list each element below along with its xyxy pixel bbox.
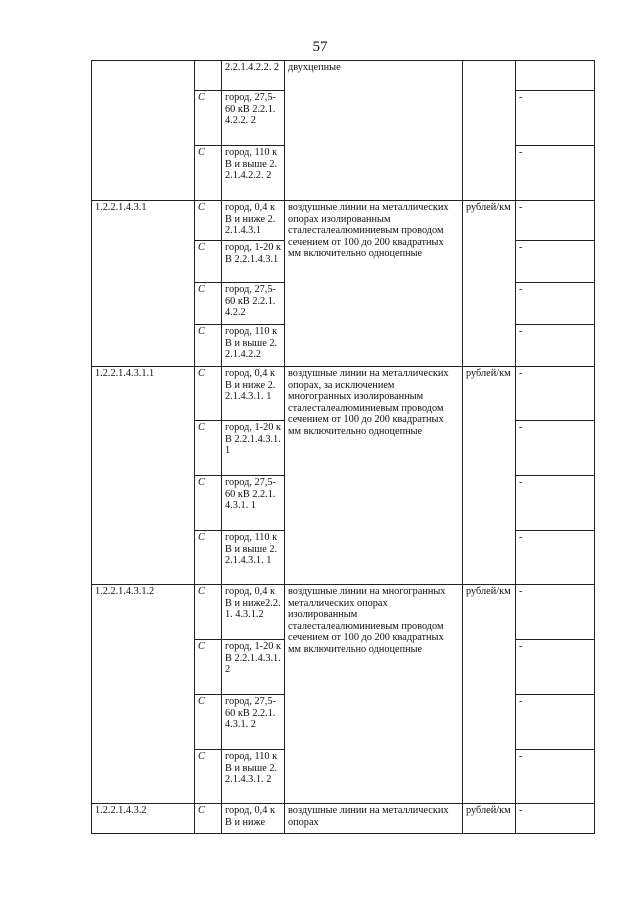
location-cell: город, 1-20 кВ 2.2.1.4.3.1. 1	[222, 421, 285, 476]
value-cell: -	[516, 804, 595, 834]
table-row	[92, 804, 595, 834]
settlement-type: С	[195, 325, 222, 367]
unit-cell: рублей/км	[463, 201, 516, 367]
row-code: 1.2.2.1.4.3.1.2	[92, 585, 195, 804]
value-cell: -	[516, 476, 595, 531]
settlement-type: С	[195, 421, 222, 476]
row-code	[92, 61, 195, 201]
settlement-type: С	[195, 476, 222, 531]
location-cell: город, 1-20 кВ 2.2.1.4.3.1. 2	[222, 640, 285, 695]
settlement-type: С	[195, 640, 222, 695]
settlement-type: С	[195, 750, 222, 804]
value-cell: -	[516, 241, 595, 283]
unit-cell	[463, 61, 516, 201]
value-cell: -	[516, 146, 595, 201]
value-cell: -	[516, 585, 595, 640]
location-cell: город, 110 кВ и выше 2.2.1.4.2.2	[222, 325, 285, 367]
location-cell: город, 0,4 кВ и ниже	[222, 804, 285, 834]
settlement-type	[195, 61, 222, 91]
table-row	[92, 201, 595, 241]
settlement-type: С	[195, 146, 222, 201]
location-cell: город, 110 кВ и выше 2.2.1.4.3.1. 2	[222, 750, 285, 804]
settlement-type: С	[195, 804, 222, 834]
row-code: 1.2.2.1.4.3.1.1	[92, 367, 195, 585]
value-cell: -	[516, 91, 595, 146]
settlement-type: С	[195, 201, 222, 241]
location-cell: город, 27,5-60 кВ 2.2.1.4.3.1. 2	[222, 695, 285, 750]
table-row	[92, 61, 595, 91]
row-code: 1.2.2.1.4.3.2	[92, 804, 195, 834]
line-description: воздушные линии на многогранных металлических опорах изолированным сталесталеалюминиевым проводом сечением от 100 до 200 квадратных мм включительно одноцепные	[285, 585, 463, 804]
location-cell: город, 27,5-60 кВ 2.2.1.4.2.2	[222, 283, 285, 325]
value-cell: -	[516, 421, 595, 476]
settlement-type: С	[195, 531, 222, 585]
settlement-type: С	[195, 91, 222, 146]
location-cell: город, 110 кВ и выше 2.2.1.4.3.1. 1	[222, 531, 285, 585]
location-cell: город, 0,4 кВ и ниже 2.2.1.4.3.1	[222, 201, 285, 241]
location-cell: город, 27,5-60 кВ 2.2.1.4.2.2. 2	[222, 91, 285, 146]
value-cell: -	[516, 695, 595, 750]
value-cell: -	[516, 325, 595, 367]
line-description: двухцепные	[285, 61, 463, 201]
value-cell: -	[516, 531, 595, 585]
location-cell: город, 0,4 кВ и ниже2.2.1. 4.3.1.2	[222, 585, 285, 640]
location-cell: город, 27,5-60 кВ 2.2.1.4.3.1. 1	[222, 476, 285, 531]
value-cell: -	[516, 367, 595, 421]
settlement-type: С	[195, 367, 222, 421]
unit-cell: рублей/км	[463, 804, 516, 834]
line-description: воздушные линии на металлических опорах	[285, 804, 463, 834]
tariff-table	[91, 60, 595, 834]
settlement-type: С	[195, 585, 222, 640]
line-description: воздушные линии на металлических опорах изолированным сталесталеалюминиевым проводом сечением от 100 до 200 квадратных мм включительно одноцепные	[285, 201, 463, 367]
value-cell: -	[516, 750, 595, 804]
value-cell: -	[516, 201, 595, 241]
settlement-type: С	[195, 695, 222, 750]
row-code: 1.2.2.1.4.3.1	[92, 201, 195, 367]
location-cell: город, 0,4 кВ и ниже 2.2.1.4.3.1. 1	[222, 367, 285, 421]
unit-cell: рублей/км	[463, 585, 516, 804]
unit-cell: рублей/км	[463, 367, 516, 585]
page-number: 57	[312, 39, 328, 55]
settlement-type: С	[195, 283, 222, 325]
table-row	[92, 585, 595, 640]
location-cell: город, 1-20 кВ 2.2.1.4.3.1	[222, 241, 285, 283]
value-cell	[516, 61, 595, 91]
location-cell: город, 110 кВ и выше 2.2.1.4.2.2. 2	[222, 146, 285, 201]
settlement-type: С	[195, 241, 222, 283]
value-cell: -	[516, 283, 595, 325]
table-row	[92, 367, 595, 421]
line-description: воздушные линии на металлических опорах, за исключением многогранных изолированным сталесталеалюминиевым проводом сечением от 100 до 200 квадратных мм включительно одноцепные	[285, 367, 463, 585]
location-cell: 2.2.1.4.2.2. 2	[222, 61, 285, 91]
value-cell: -	[516, 640, 595, 695]
